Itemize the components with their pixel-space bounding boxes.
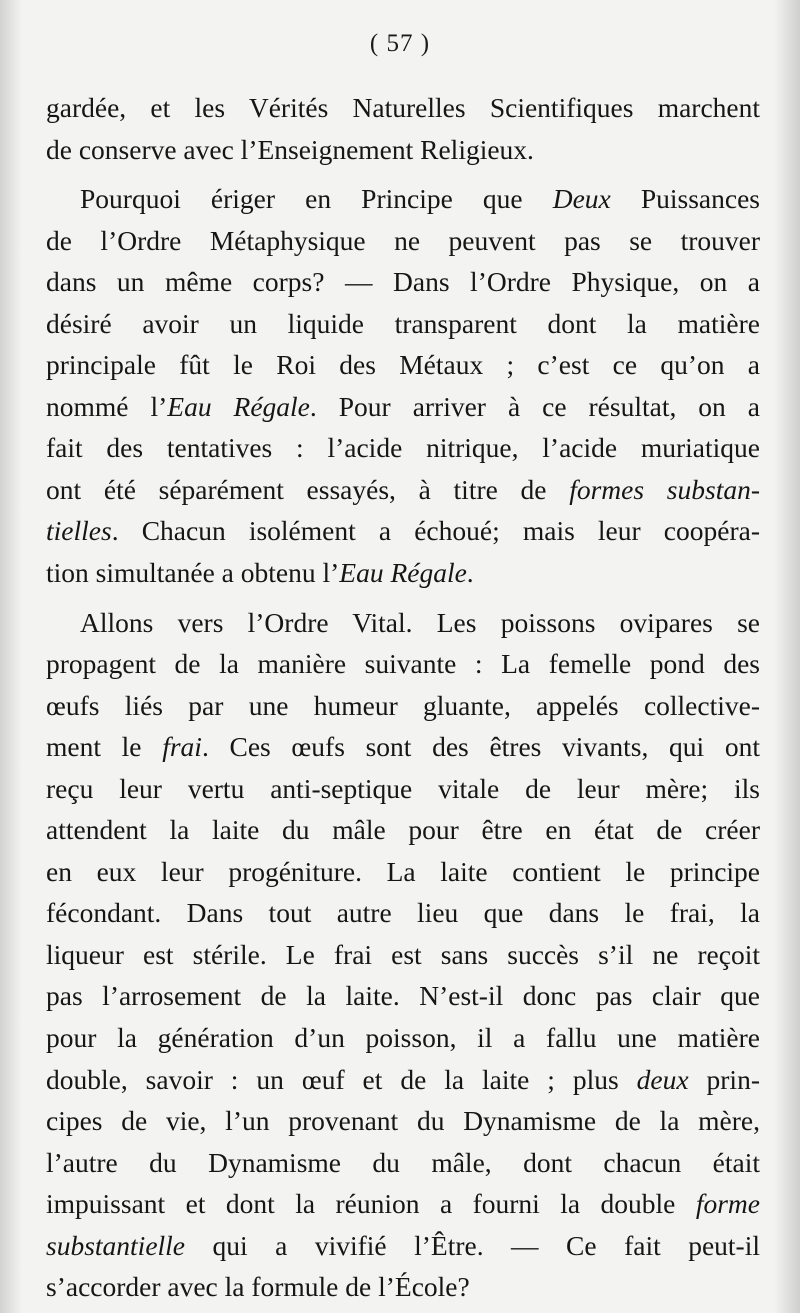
italic-text: substantielle [46,1229,186,1261]
paragraph [46,178,760,593]
text-line: tielles. Chacun isolément a échoué; mais leur coopéra- [46,515,760,547]
italic-text: frai [162,731,202,763]
text-line: de conserve avec l’Enseignement Religieux. [46,133,534,165]
text-line: fécondant. Dans tout autre lieu que dans le frai, la [46,897,760,929]
text-line: attendent la laite du mâle pour être en état de créer [46,814,760,846]
italic-text: forme [695,1188,760,1220]
paragraph [46,602,760,1308]
text-line: Allons vers l’Ordre Vital. Les poissons ovipares se [80,606,760,638]
text-line: double, savoir : un œuf et de la laite ; plus deux prin- [46,1063,760,1095]
text-line: principale fût le Roi des Métaux ; c’est ce qu’on a [46,349,760,381]
text-line: substantielle qui a vivifié l’Être. — Ce fait peut-il [46,1229,760,1261]
paragraph [46,87,760,170]
page-number: ( 57 ) [369,30,431,57]
text-line: s’accorder avec la formule de l’École? [46,1271,470,1303]
text-line: en eux leur progéniture. La laite contient le principe [46,855,760,887]
text-line: gardée, et les Vérités Naturelles Scientifiques marchent [46,92,760,123]
text-line: fait des tentatives : l’acide nitrique, l’acide muriatique [46,432,760,464]
text-line: l’autre du Dynamisme du mâle, dont chacun était [46,1146,760,1178]
text-line: œufs liés par une humeur gluante, appelés collective- [46,689,760,721]
text-line: désiré avoir un liquide transparent dont la matière [46,307,760,339]
italic-text: formes substan- [569,473,760,505]
text-line: impuissant et dont la réunion a fourni la double forme [46,1188,760,1220]
italic-text: tielles [46,515,112,547]
text-line: Pourquoi ériger en Principe que Deux Puissances [80,183,760,215]
text-line: ment le frai. Ces œufs sont des êtres vivants, qui ont [46,731,760,763]
text-line: reçu leur vertu anti-septique vitale de leur mère; ils [46,772,760,804]
text-line: ont été séparément essayés, à titre de formes substan- [46,473,760,505]
text-line: cipes de vie, l’un provenant du Dynamisme de la mère, [46,1105,760,1137]
italic-text: Eau Régale [339,557,467,589]
text-line: tion simultanée a obtenu l’Eau Régale. [46,557,474,589]
italic-text: Deux [552,183,611,215]
text-line: dans un même corps? — Dans l’Ordre Physique, on a [46,266,760,298]
text-line: propagent de la manière suivante : La femelle pond des [46,648,760,680]
text-line: pas l’arrosement de la laite. N’est-il donc pas clair que [46,980,760,1012]
italic-text: Eau Régale [167,390,310,422]
text-line: nommé l’Eau Régale. Pour arriver à ce résultat, on a [46,390,760,422]
body-text [46,87,760,1308]
italic-text: deux [636,1063,689,1095]
text-line: liqueur est stérile. Le frai est sans succès s’il ne reçoit [46,938,760,970]
text-line: pour la génération d’un poisson, il a fallu une matière [46,1022,760,1054]
text-line: de l’Ordre Métaphysique ne peuvent pas se trouver [46,224,760,256]
